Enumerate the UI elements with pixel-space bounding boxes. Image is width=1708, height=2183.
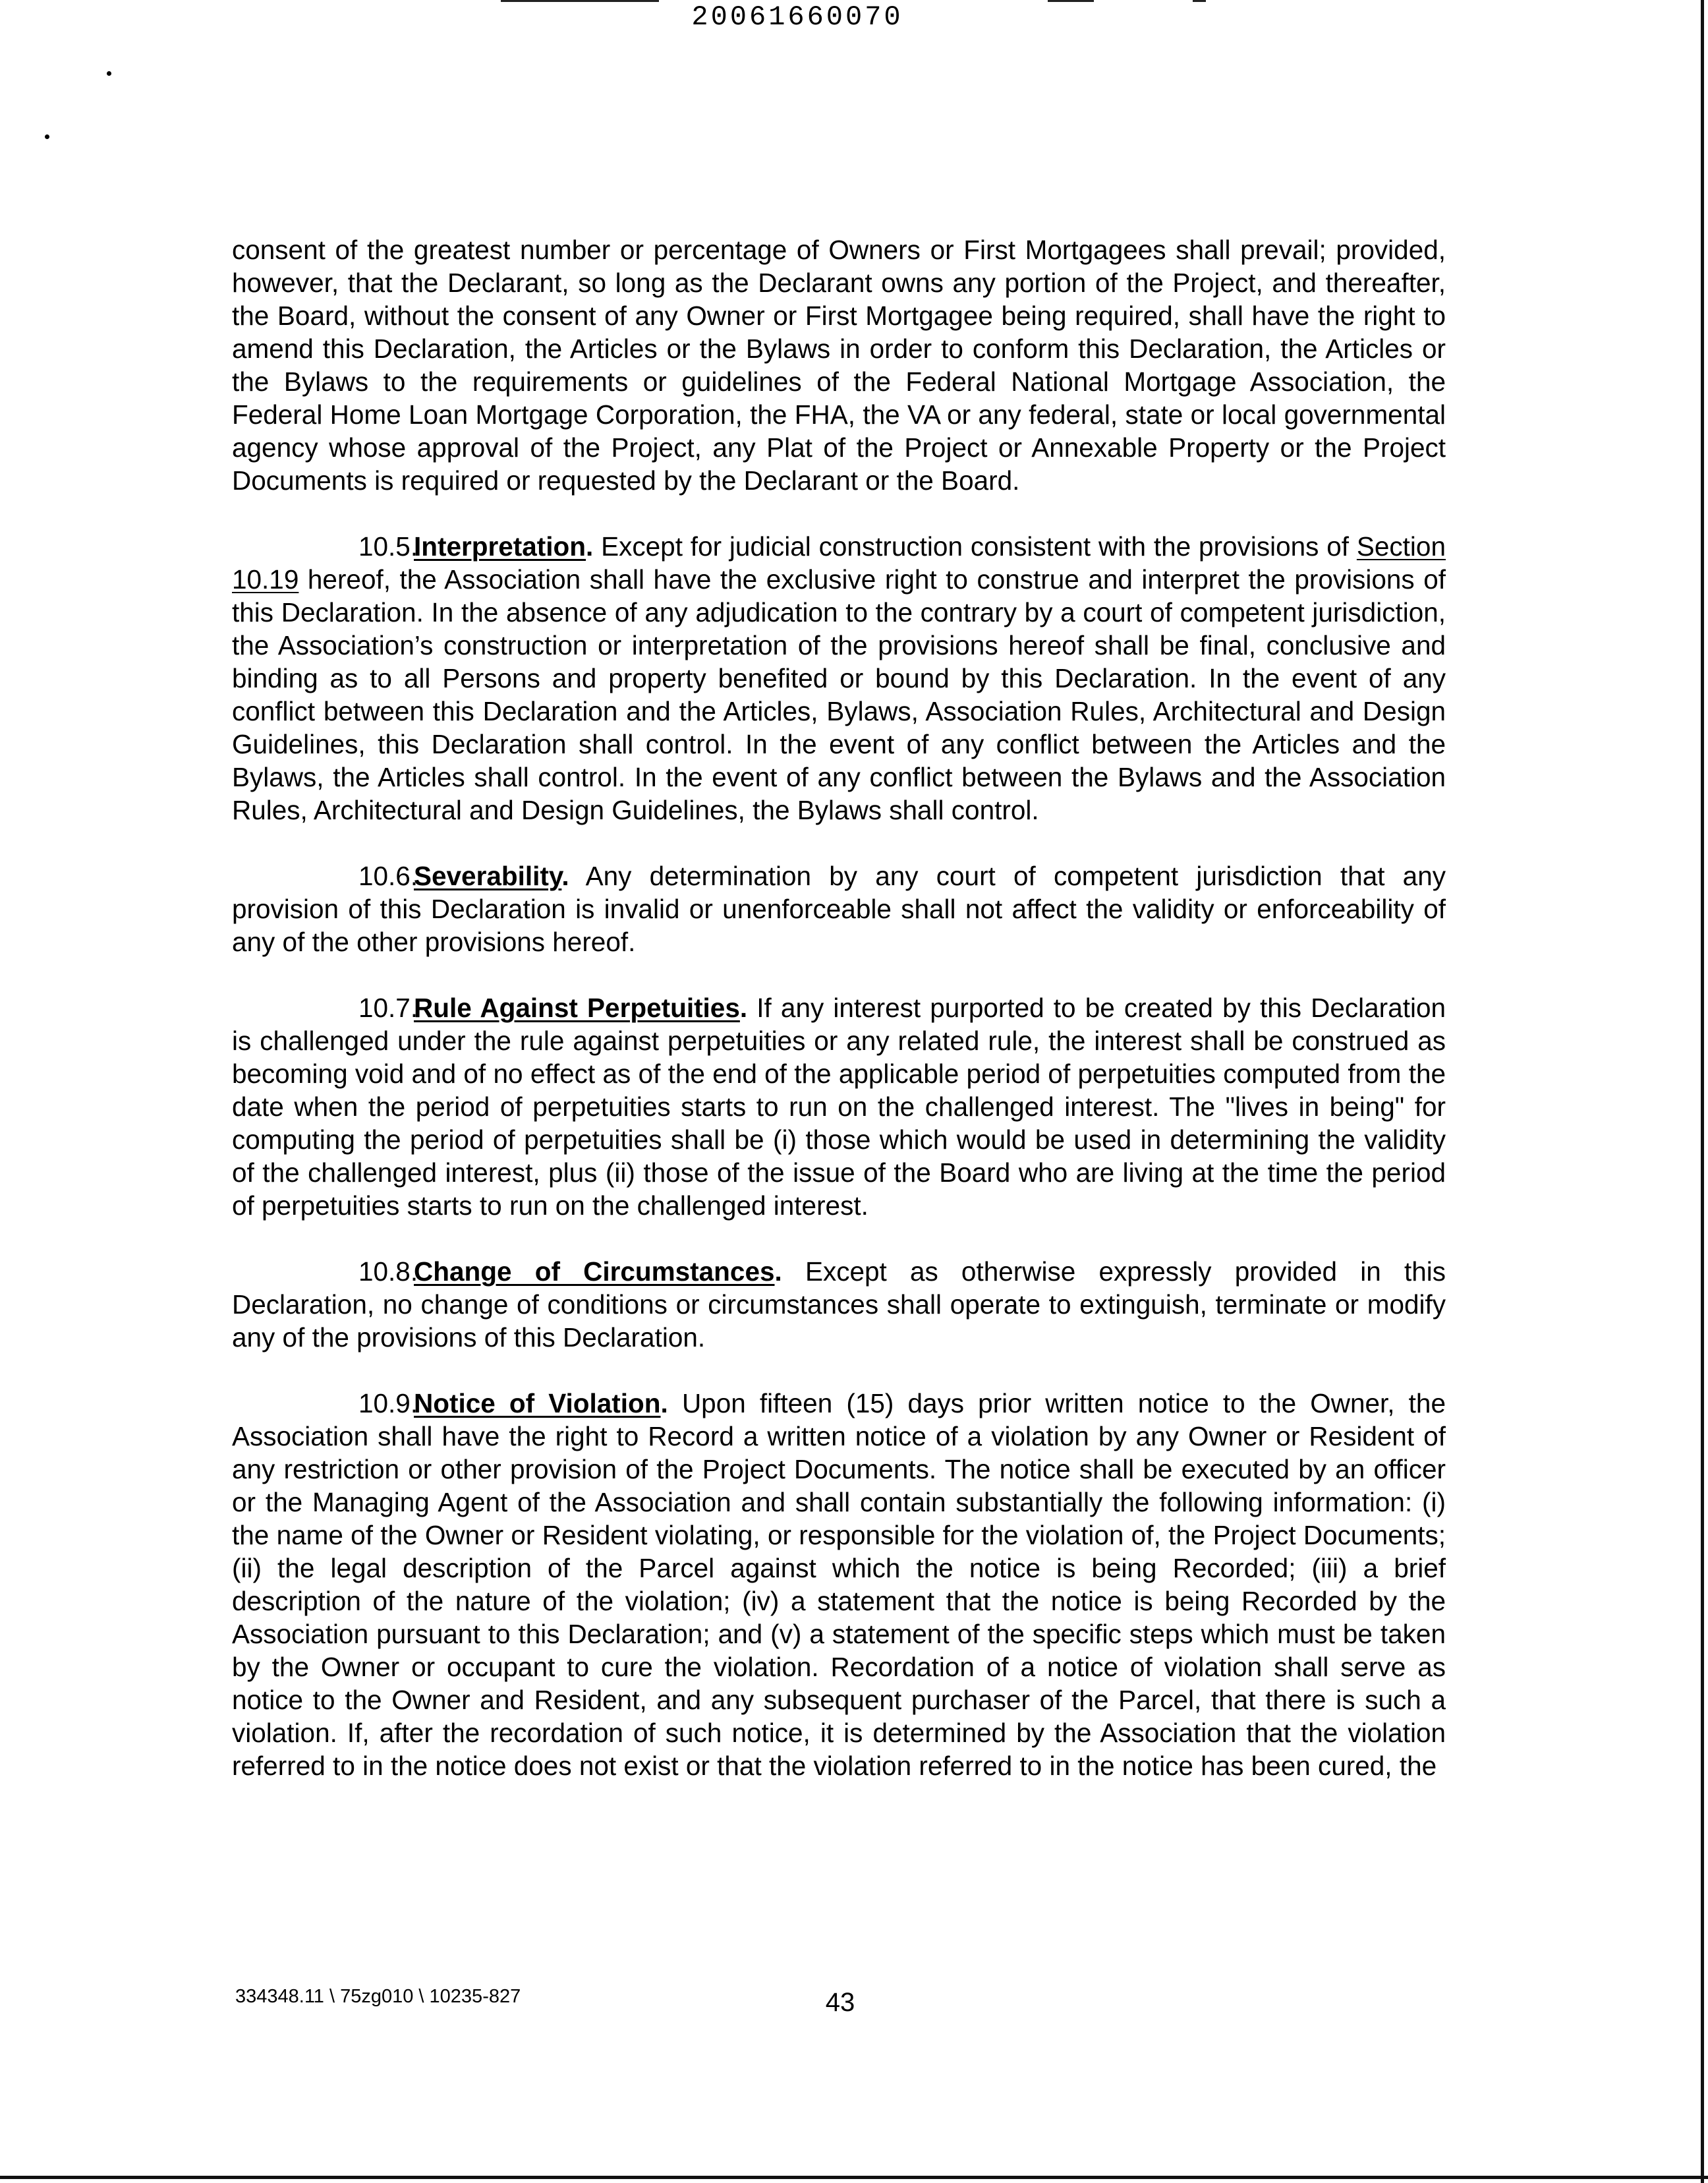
section-10-8: 10.8.Change of Circumstances. Except as otherwise expressly provided in this Declaration, no change of conditions or circumstances shall operate to extinguish, terminate or modify any of the provisions of this Declaration. bbox=[232, 1256, 1446, 1353]
section-text: If any interest purported to be created by this Declaration is challenged under the rule against perpetuities or any related rule, the interest shall be construed as becoming void and of no effect as of the end of the applicable period of perpetuities computed from the date when the period of perpetuities starts to run on the challenged interest. The "lives in being" for computing the period of perpetuities shall be (i) those which would be used in determining the validity of the challenged interest, plus (ii) those of the issue of the Board who are living at the time the period of perpetuities starts to run on the challenged interest. bbox=[232, 993, 1446, 1221]
section-text: Upon fifteen (15) days prior written notice to the Owner, the Association shall have the right to Record a written notice of a violation by any Owner or Resident of any restriction or other provision of the Project Documents. The notice shall be executed by an officer or the Managing Agent of the Association and shall contain substantially the following information: (i) the name of the Owner or Resident violating, or responsible for the violation of, the Project Documents; (ii) the legal description of the Parcel against which the notice is being Recorded; (iii) a brief description of the nature of the violation; (iv) a statement that the notice is being Recorded by the Association pursuant to this Declaration; and (v) a statement of the specific steps which must be taken by the Owner or occupant to cure the violation. Recordation of a notice of violation shall serve as notice to the Owner and Resident, and any subsequent purchaser of the Parcel, that there is such a violation. If, after the recordation of such notice, it is determined by the Association that the violation referred to in the notice does not exist or that the violation referred to in the notice has been cured, the bbox=[232, 1388, 1446, 1781]
scan-speck bbox=[45, 134, 49, 139]
page-number: 43 bbox=[825, 1988, 855, 2017]
scan-speck bbox=[107, 71, 111, 76]
section-number: 10.9. bbox=[358, 1388, 418, 1418]
section-10-6: 10.6.Severability. Any determination by any court of competent jurisdiction that any provision of this Declaration is invalid or unenforceable shall not affect the validity or enforceability of any of the other provisions hereof. bbox=[232, 861, 1446, 957]
section-heading: Rule Against Perpetuities bbox=[414, 993, 740, 1023]
section-text: Except as otherwise expressly provided in this Declaration, no change of conditions or circumstances shall operate to extinguish, terminate or modify any of the provisions of this Declaration. bbox=[232, 1256, 1446, 1353]
section-number: 10.6. bbox=[358, 861, 418, 891]
document-number: 20061660070 bbox=[691, 1, 903, 33]
page-edge-right bbox=[1701, 0, 1704, 2183]
document-body bbox=[232, 233, 1446, 1815]
section-heading: Interpretation bbox=[414, 531, 586, 562]
section-10-7: 10.7.Rule Against Perpetuities. If any interest purported to be created by this Declaration is challenged under the rule against perpetuities or any related rule, the interest shall be construed as becoming void and of no effect as of the end of the applicable period of perpetuities computed from the date when the period of perpetuities starts to run on the challenged interest. The "lives in being" for computing the period of perpetuities shall be (i) those which would be used in determining the validity of the challenged interest, plus (ii) those of the issue of the Board who are living at the time the period of perpetuities starts to run on the challenged interest. bbox=[232, 993, 1446, 1221]
section-number: 10.5. bbox=[358, 531, 418, 562]
section-heading: Severability bbox=[414, 861, 562, 891]
paragraph-continuation bbox=[232, 233, 1446, 497]
section-text: hereof, the Association shall have the exclusive right to construe and interpret the provisions of this Declaration. In the absence of any adjudication to the contrary by a court of competent jurisdiction, the Association’s construction or interpretation of the provisions hereof shall be final, conclusive and binding as to all Persons and property benefited or bound by this Declaration. In the event of any conflict between this Declaration and the Articles, Bylaws, Association Rules, Architectural and Design Guidelines, this Declaration shall control. In the event of any conflict between the Articles and the Bylaws, the Articles shall control. In the event of any conflict between the Bylaws and the Association Rules, Architectural and Design Guidelines, the Bylaws shall control. bbox=[232, 564, 1446, 825]
section-number: 10.8. bbox=[358, 1256, 418, 1287]
section-heading: Notice of Violation bbox=[414, 1388, 661, 1418]
section-text: Any determination by any court of competent jurisdiction that any provision of this Declaration is invalid or unenforceable shall not affect the validity or enforceability of any of the other provisions hereof. bbox=[232, 861, 1446, 957]
page-edge-bottom bbox=[0, 2176, 1708, 2179]
paragraph-text: consent of the greatest number or percentage of Owners or First Mortgagees shall prevail; provided, however, that the Declarant, so long as the Declarant owns any portion of the Project, and thereafter, the Board, without the consent of any Owner or First Mortgagee being required, shall have the right to amend this Declaration, the Articles or the Bylaws in order to conform this Declaration, the Articles or the Bylaws to the requirements or guidelines of the Federal National Mortgage Association, the Federal Home Loan Mortgage Corporation, the FHA, the VA or any federal, state or local governmental agency whose approval of the Project, any Plat of the Project or Annexable Property or the Project Documents is required or requested by the Declarant or the Board. bbox=[232, 235, 1446, 496]
section-number: 10.7. bbox=[358, 993, 418, 1023]
section-10-5: 10.5.Interpretation. Except for judicial construction consistent with the provisions of Section 10.19 hereof, the Association shall have the exclusive right to construe and interpret the provisions of this Declaration. In the absence of any adjudication to the contrary by a court of competent jurisdiction, the Association’s construction or interpretation of the provisions hereof shall be final, conclusive and binding as to all Persons and property benefited or bound by this Declaration. In the event of any conflict between this Declaration and the Articles, Bylaws, Association Rules, Architectural and Design Guidelines, this Declaration shall control. In the event of any conflict between the Articles and the Bylaws, the Articles shall control. In the event of any conflict between the Bylaws and the Association Rules, Architectural and Design Guidelines, the Bylaws shall control. bbox=[232, 531, 1446, 825]
footer-file-reference: 334348.11 \ 75zg010 \ 10235-827 bbox=[235, 1986, 521, 2007]
section-text: Except for judicial construction consistent with the provisions of bbox=[601, 531, 1350, 562]
section-cross-reference: Section 10.19 bbox=[232, 531, 1446, 595]
section-10-9: 10.9.Notice of Violation. Upon fifteen (15) days prior written notice to the Owner, the Association shall have the right to Record a written notice of a violation by any Owner or Resident of any restriction or other provision of the Project Documents. The notice shall be executed by an officer or the Managing Agent of the Association and shall contain substantially the following information: (i) the name of the Owner or Resident violating, or responsible for the violation of, the Project Documents; (ii) the legal description of the Parcel against which the notice is being Recorded; (iii) a brief description of the nature of the violation; (iv) a statement that the notice is being Recorded by the Association pursuant to this Declaration; and (v) a statement of the specific steps which must be taken by the Owner or occupant to cure the violation. Recordation of a notice of violation shall serve as notice to the Owner and Resident, and any subsequent purchaser of the Parcel, that there is such a violation. If, after the recordation of such notice, it is determined by the Association that the violation referred to in the notice does not exist or that the violation referred to in the notice has been cured, the bbox=[232, 1388, 1446, 1781]
section-heading: Change of Circumstances bbox=[414, 1256, 775, 1287]
